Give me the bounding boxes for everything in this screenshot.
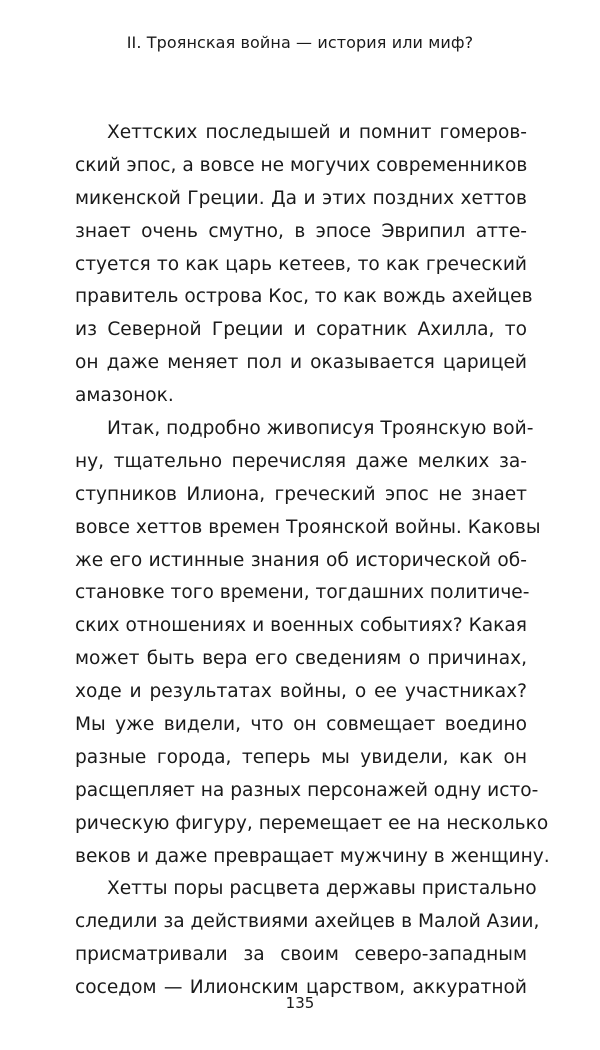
text-line: ступников Илиона, греческий эпос не знает xyxy=(75,483,527,505)
text-line: рическую фигуру, перемещает ее на несколько xyxy=(75,812,549,834)
text-line: из Северной Греции и соратник Ахилла, то xyxy=(75,319,527,341)
page-number: 135 xyxy=(285,994,315,1012)
running-header: II. Троянская война — история или миф? xyxy=(126,33,474,52)
text-line: правитель острова Кос, то как вождь ахейцев xyxy=(75,286,533,308)
text-line: Мы уже видели, что он совмещает воедино xyxy=(75,714,527,736)
paragraph xyxy=(75,413,550,873)
paragraph xyxy=(75,873,540,1005)
text-line: веков и даже превращает мужчину в женщину. xyxy=(75,845,550,867)
text-line: следили за действиями ахейцев в Малой Азии, xyxy=(75,911,540,933)
text-line: Итак, подробно живописуя Троянскую вой- xyxy=(107,418,534,440)
text-line: ну, тщательно перечисляя даже мелких за- xyxy=(75,450,527,472)
text-line: амазонок. xyxy=(75,385,174,407)
text-line: разные города, теперь мы увидели, как он xyxy=(75,746,527,768)
text-line: ских отношениях и военных событиях? Какая xyxy=(75,615,527,637)
body-text xyxy=(75,117,550,1005)
paragraph xyxy=(75,117,533,413)
text-line: вовсе хеттов времен Троянской войны. Каковы xyxy=(75,516,541,538)
text-line: Хеттских последышей и помнит гомеров- xyxy=(107,122,527,143)
text-line: ходе и результатах войны, о ее участниках? xyxy=(75,681,527,703)
text-line: Хетты поры расцвета державы пристально xyxy=(107,878,537,900)
text-line: может быть вера его сведениям о причинах, xyxy=(75,648,527,670)
text-line: расщепляет на разных персонажей одну исто- xyxy=(75,779,539,801)
text-line: присматривали за своим северо-западным xyxy=(75,944,527,966)
text-line: становке того времени, тогдашних политиче- xyxy=(75,582,530,604)
text-line: он даже меняет пол и оказывается царицей xyxy=(75,352,527,374)
text-line: знает очень смутно, в эпосе Эврипил атте- xyxy=(75,220,527,242)
text-line: же его истинные знания об исторической об- xyxy=(75,549,527,571)
text-line: ский эпос, а вовсе не могучих современников xyxy=(75,154,528,176)
text-line: соседом — Илионским царством, аккуратной xyxy=(75,977,527,999)
text-line: стуется то как царь кетеев, то как греческий xyxy=(75,253,527,275)
text-line: микенской Греции. Да и этих поздних хеттов xyxy=(75,187,527,209)
